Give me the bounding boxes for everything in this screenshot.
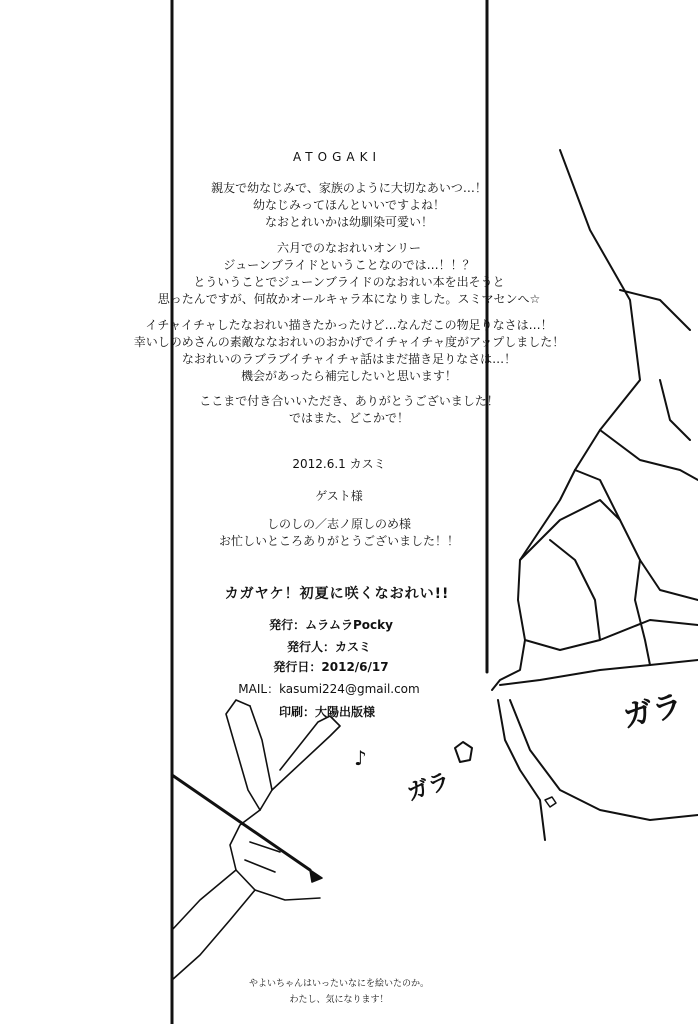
peace-sign-hand-drawing [172,700,340,980]
afterword-line-7: 思ったんですが、何故かオールキャラ本になりました。スミマセンへ☆ [157,292,541,306]
guest-name: しのしの／志ノ原しのめ様 [266,517,411,531]
afterword-heading: ATOGAKI [293,150,381,164]
afterword-line-10: なおれいのラブラブイチャイチャ話はまだ描き足りなさは…！ [181,352,517,366]
book-title: カガヤケ！初夏に咲くなおれい!! [224,586,450,602]
music-note-icon: ♪ [354,746,367,770]
afterword-line-2: 幼なじみってほんといいですよね！ [252,198,445,212]
footer-line-2: わたし、気になります！ [289,995,389,1005]
date-signature: 2012.6.1 カスミ [292,457,386,471]
mail-line: MAIL：kasumi224@gmail.com [238,682,420,696]
sfx-gara-small: ガラ [403,768,454,807]
afterword-line-13: ではまた、どこかで！ [288,411,409,425]
sfx-gara-large: ガラ [619,688,686,735]
pebble-small [545,797,556,807]
printer-line: 印刷：大陽出版様 [278,705,375,719]
afterword-line-4: 六月でのなおれいオンリー [276,241,421,255]
pebble-large [455,742,472,762]
afterword-line-8: イチャイチャしたなおれい描きたかったけど…なんだこの物足りなさは…！ [145,318,553,332]
issue-date-line: 発行日：2012/6/17 [273,660,389,674]
issuer-line: 発行人：カスミ [286,640,371,654]
guest-heading: ゲスト様 [315,489,363,503]
afterword-line-12: ここまで付き合いいただき、ありがとうございました！ [199,394,499,408]
footer-line-1: やよいちゃんはいったいなにを絵いたのか。 [248,979,429,989]
afterword-line-9: 幸いしのめさんの素敵ななおれいのおかげでイチャイチャ度がアップしました！ [133,335,565,349]
guest-thanks: お忙しいところありがとうございました！！ [218,534,459,548]
afterword-line-5: ジューンブライドということなのでは…！！？ [223,258,475,272]
afterword-line-6: とういうことでジューンブライドのなおれい本を出そうと [193,275,505,289]
publisher-line: 発行：ムラムラPocky [269,618,393,632]
afterword-line-1: 親友で幼なじみで、家族のように大切なあいつ…！ [211,181,487,195]
afterword-line-3: なおとれいかは幼馴染可愛い！ [264,215,433,229]
afterword-line-11: 機会があったら補完したいと思います！ [241,369,457,383]
